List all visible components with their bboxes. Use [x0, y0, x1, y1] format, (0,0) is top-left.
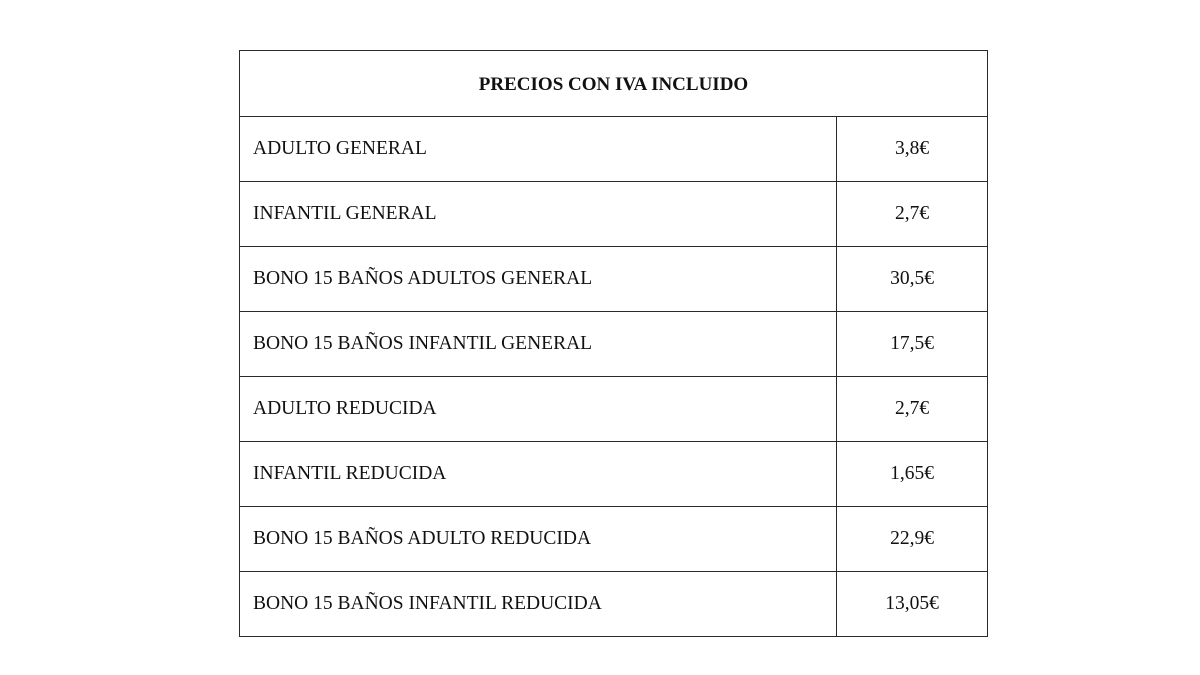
- row-label: BONO 15 BAÑOS ADULTOS GENERAL: [240, 247, 837, 312]
- table-row: [240, 312, 988, 377]
- table-row: [240, 572, 988, 637]
- row-price: 30,5€: [837, 247, 988, 312]
- row-label: BONO 15 BAÑOS INFANTIL GENERAL: [240, 312, 837, 377]
- row-price: 2,7€: [837, 182, 988, 247]
- row-price: 1,65€: [837, 442, 988, 507]
- row-price: 13,05€: [837, 572, 988, 637]
- row-price: 22,9€: [837, 507, 988, 572]
- row-label: ADULTO GENERAL: [240, 117, 837, 182]
- table-row: [240, 182, 988, 247]
- table-row: [240, 117, 988, 182]
- table-row: [240, 507, 988, 572]
- price-table: [239, 50, 988, 637]
- table-row: [240, 247, 988, 312]
- row-label: INFANTIL GENERAL: [240, 182, 837, 247]
- row-label: INFANTIL REDUCIDA: [240, 442, 837, 507]
- row-price: 17,5€: [837, 312, 988, 377]
- table-row: [240, 442, 988, 507]
- row-label: ADULTO REDUCIDA: [240, 377, 837, 442]
- table-title: PRECIOS CON IVA INCLUIDO: [240, 51, 988, 117]
- row-label: BONO 15 BAÑOS INFANTIL REDUCIDA: [240, 572, 837, 637]
- table-header-row: [240, 51, 988, 117]
- table-row: [240, 377, 988, 442]
- row-price: 3,8€: [837, 117, 988, 182]
- row-price: 2,7€: [837, 377, 988, 442]
- row-label: BONO 15 BAÑOS ADULTO REDUCIDA: [240, 507, 837, 572]
